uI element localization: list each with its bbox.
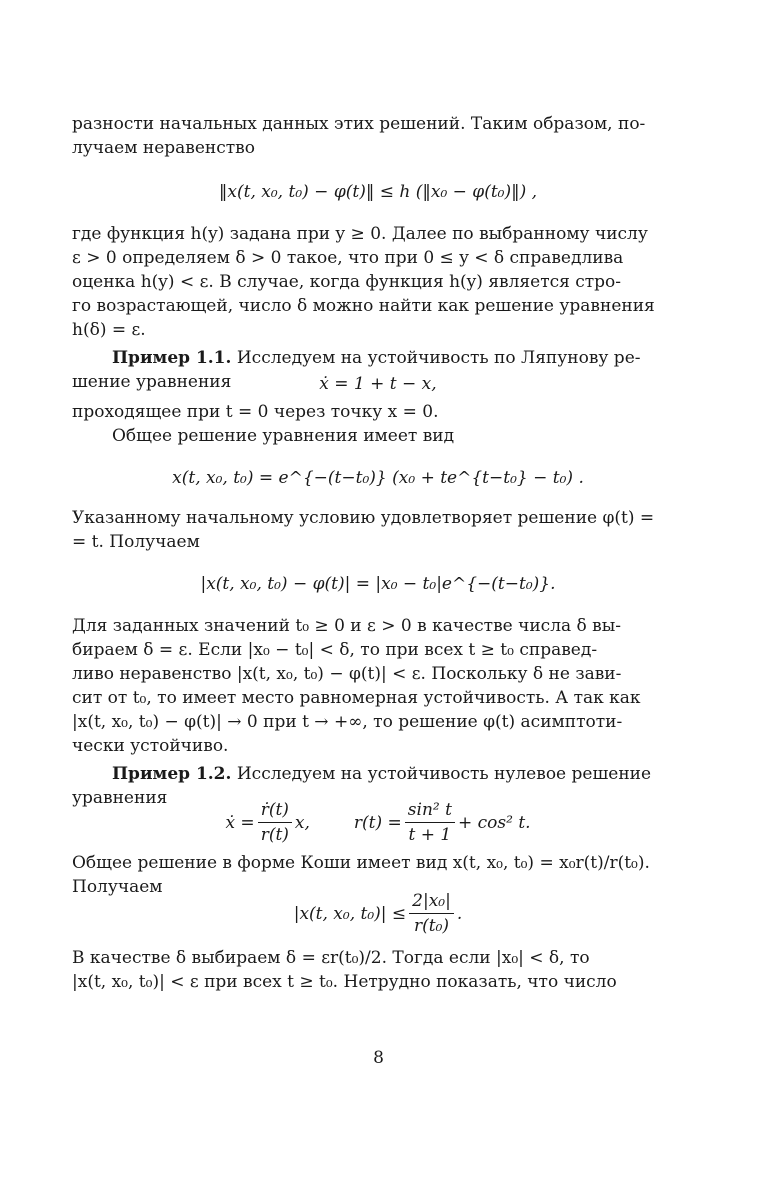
equation-norm-bound: ‖x(t, x₀, t₀) − φ(t)‖ ≤ h (‖x₀ − φ(t₀)‖) , (218, 182, 538, 202)
example-2-heading-line (72, 762, 684, 786)
line-text: ливо неравенство |x(t, x₀, t₀) − φ(t)| < ε. Поскольку δ не зави- (72, 664, 622, 684)
text-line (72, 424, 684, 448)
text-line (72, 136, 684, 160)
line-text: разности начальных данных этих решений. Таким образом, по- (72, 114, 646, 134)
paragraph-2 (72, 222, 684, 342)
line-text: |x(t, x₀, t₀) − φ(t)| → 0 при t → +∞, то решение φ(t) асимптоти- (72, 712, 623, 732)
r-after: + cos² t. (457, 812, 531, 833)
text-line (72, 506, 684, 530)
text-line (72, 851, 684, 875)
text-line (72, 400, 684, 424)
example-2-text: Исследуем на устойчивость нулевое решение (236, 764, 652, 784)
fraction-numerator: sin² t (405, 800, 455, 823)
text-line (72, 294, 684, 318)
line-text: Общее решение в форме Коши имеет вид x(t, x₀, t₀) = x₀r(t)/r(t₀). (72, 853, 650, 873)
text-line (72, 946, 684, 970)
text-line (72, 614, 684, 638)
equation-general-solution: x(t, x₀, t₀) = e^{−(t−t₀)} (x₀ + te^{t−t₀} − t₀) . (172, 468, 584, 488)
line-text: Общее решение уравнения имеет вид (112, 426, 455, 446)
line-text: ε > 0 определяем δ > 0 такое, что при 0 ≤ y < δ справедлива (72, 248, 624, 268)
line-text: Для заданных значений t₀ ≥ 0 и ε > 0 в качестве числа δ вы- (72, 616, 622, 636)
fraction-denominator: r(t) (260, 825, 289, 845)
line-text: В качестве δ выбираем δ = εr(t₀)/2. Тогда если |x₀| < δ, то (72, 948, 590, 968)
line-text: Указанному начальному условию удовлетворяет решение φ(t) = (72, 508, 655, 528)
example-1-label: Пример 1.1. (112, 348, 232, 368)
line-text: Получаем (72, 877, 163, 897)
line-text: лучаем неравенство (72, 138, 255, 158)
line-text: где функция h(y) задана при y ≥ 0. Далее по выбранному числу (72, 224, 648, 244)
text-line (72, 222, 684, 246)
text-line (72, 530, 684, 554)
eq-lhs: ẋ = (225, 812, 255, 833)
example-2 (72, 762, 684, 994)
text-line (72, 246, 684, 270)
line-text: проходящее при t = 0 через точку x = 0. (72, 402, 439, 422)
line-text: сит от t₀, то имеет место равномерная устойчивость. А так как (72, 688, 641, 708)
text-line (72, 686, 684, 710)
line-text: = t. Получаем (72, 532, 200, 552)
line-text: уравнения (72, 788, 168, 808)
example-2-label: Пример 1.2. (112, 764, 232, 784)
r-lhs: r(t) = (353, 812, 402, 833)
text-line (72, 270, 684, 294)
equation-bound (72, 891, 684, 936)
line-text: шение уравнения (72, 372, 232, 392)
line-text: |x(t, x₀, t₀)| < ε при всех t ≥ t₀. Нетрудно показать, что число (72, 972, 617, 992)
page-body (72, 112, 684, 994)
text-line (72, 638, 684, 662)
page-number: 8 (373, 1048, 384, 1068)
fraction-denominator: r(t₀) (413, 916, 450, 936)
bound-after: . (456, 903, 463, 924)
text-line (72, 734, 684, 758)
fraction-numerator: 2|x₀| (409, 891, 454, 914)
eq-after: x, (294, 812, 310, 833)
fraction-r-dot-over-r (258, 800, 292, 845)
bound-lhs: |x(t, x₀, t₀)| ≤ (293, 903, 407, 924)
fraction-numerator: ṙ(t) (258, 800, 292, 823)
text-line (72, 318, 684, 342)
fraction-bound (409, 891, 454, 936)
text-line (72, 662, 684, 686)
line-text: h(δ) = ε. (72, 320, 146, 340)
equation-estimate: |x(t, x₀, t₀) − φ(t)| = |x₀ − t₀|e^{−(t−t₀)}. (200, 574, 556, 594)
equation-ode: ẋ = 1 + t − x, (319, 374, 437, 394)
text-line (72, 112, 684, 136)
paragraph-1 (72, 112, 684, 160)
example-1 (72, 346, 684, 758)
line-text: чески устойчиво. (72, 736, 229, 756)
example-1-text: Исследуем на устойчивость по Ляпунову ре- (236, 348, 641, 368)
line-text: го возрастающей, число δ можно найти как решение уравнения (72, 296, 655, 316)
fraction-denominator: t + 1 (408, 825, 452, 845)
fraction-sin-over-t (405, 800, 455, 845)
text-line (72, 710, 684, 734)
example-1-heading-line (72, 346, 684, 370)
line-text: оценка h(y) < ε. В случае, когда функция h(y) является стро- (72, 272, 622, 292)
text-line (72, 970, 684, 994)
line-text: бираем δ = ε. Если |x₀ − t₀| < δ, то при всех t ≥ t₀ справед- (72, 640, 598, 660)
